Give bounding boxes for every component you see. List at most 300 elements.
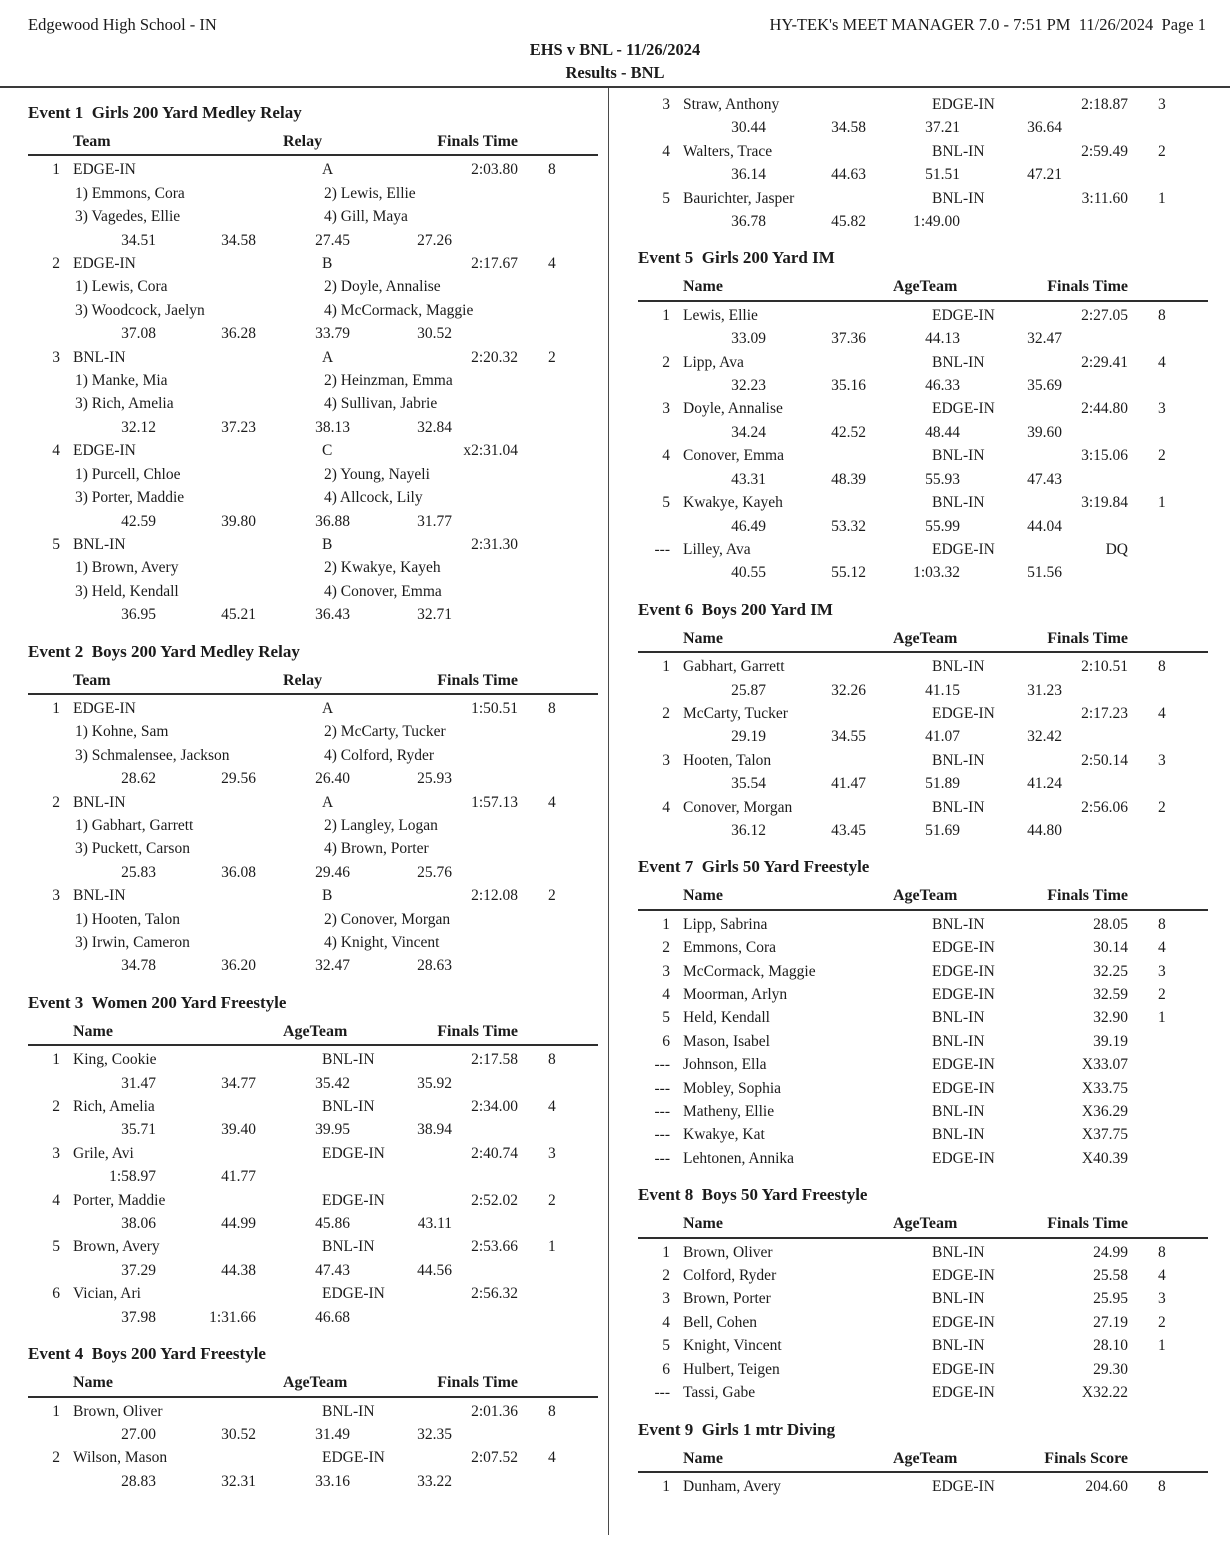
time-cell: 2:50.14 (1081, 751, 1128, 769)
split-cell: 1:31.66 (209, 1308, 256, 1326)
name-cell: Tassi, Gabe (683, 1384, 756, 1402)
split-cell: 43.31 (731, 470, 766, 488)
split-cell: 34.55 (831, 728, 866, 746)
result-row (638, 1053, 1208, 1076)
table-header (638, 1447, 1208, 1473)
relay-swimmers-row (28, 486, 598, 509)
swimmer-cell: 2) McCarty, Tucker (324, 723, 446, 741)
split-cell: 32.12 (121, 418, 156, 436)
splits-row (638, 116, 1208, 139)
split-cell: 32.42 (1027, 728, 1062, 746)
split-cell: 35.71 (121, 1121, 156, 1139)
split-cell: 28.83 (121, 1472, 156, 1490)
relay-swimmers-row (28, 908, 598, 931)
relay-swimmers-row (28, 463, 598, 486)
time-cell: X33.07 (1081, 1056, 1128, 1074)
column-header-name: Team (73, 671, 111, 689)
split-cell: 43.11 (417, 1215, 452, 1233)
time-cell: 2:53.66 (471, 1238, 518, 1256)
split-cell: 41.77 (221, 1168, 256, 1186)
place-cell: 5 (52, 1238, 60, 1256)
points-cell: 8 (1158, 915, 1166, 933)
time-cell: 32.90 (1093, 1009, 1128, 1027)
event-title: Event 5 Girls 200 Yard IM (638, 248, 835, 268)
split-cell: 46.33 (925, 377, 960, 395)
result-row (638, 655, 1208, 678)
name-cell: Conover, Morgan (683, 798, 793, 816)
event-title: Event 6 Boys 200 Yard IM (638, 599, 833, 619)
result-row (638, 1123, 1208, 1146)
split-cell: 36.20 (221, 957, 256, 975)
place-cell: 5 (662, 1009, 670, 1027)
header-spacer (1128, 275, 1208, 298)
place-cell: 3 (662, 1290, 670, 1308)
place-cell: 6 (52, 1285, 60, 1303)
place-cell: 2 (52, 255, 60, 273)
event-title: Event 8 Boys 50 Yard Freestyle (638, 1185, 868, 1205)
time-cell: 25.95 (1093, 1290, 1128, 1308)
time-cell: 2:31.30 (471, 535, 518, 553)
split-cell: 34.58 (221, 231, 256, 249)
team-cell: B (322, 535, 333, 553)
split-cell: 33.09 (731, 330, 766, 348)
points-cell (1128, 1030, 1208, 1053)
result-row (638, 93, 1208, 116)
name-cell: Doyle, Annalise (683, 400, 783, 418)
split-cell: 38.13 (315, 418, 350, 436)
points-cell: 4 (1158, 1267, 1166, 1285)
place-cell: --- (654, 1103, 670, 1121)
column-header-team: AgeTeam (893, 278, 958, 296)
name-cell: Porter, Maddie (73, 1191, 166, 1209)
event-title: Event 3 Women 200 Yard Freestyle (28, 992, 287, 1012)
column-header-team: AgeTeam (283, 1022, 348, 1040)
name-cell: Hooten, Talon (683, 751, 772, 769)
name-cell: Dunham, Avery (683, 1477, 781, 1495)
split-cell: 51.51 (925, 166, 960, 184)
points-cell: 3 (1158, 96, 1166, 113)
split-cell: 35.42 (315, 1074, 350, 1092)
result-row (638, 1358, 1208, 1381)
points-cell (1128, 1053, 1208, 1076)
splits-row (638, 515, 1208, 538)
split-cell: 39.60 (1027, 423, 1062, 441)
time-cell: X33.75 (1081, 1079, 1128, 1097)
column-left (28, 88, 598, 1535)
result-row (638, 1241, 1208, 1264)
result-row (638, 983, 1208, 1006)
split-cell: 43.45 (831, 821, 866, 839)
place-cell: 2 (662, 353, 670, 371)
name-cell: BNL-IN (73, 535, 126, 553)
result-row (638, 936, 1208, 959)
column-header-name: Name (683, 1449, 723, 1467)
name-cell: Held, Kendall (683, 1009, 770, 1027)
report-info: HY-TEK's MEET MANAGER 7.0 - 7:51 PM 11/26/2024 Page 1 (769, 15, 1206, 34)
name-cell: EDGE-IN (73, 255, 136, 273)
time-cell: x2:31.04 (463, 442, 518, 460)
split-cell: 47.21 (1027, 166, 1062, 184)
result-row (638, 1077, 1208, 1100)
time-cell: 2:17.23 (1081, 704, 1128, 722)
column-header-name: Name (683, 278, 723, 296)
team-cell: A (322, 699, 334, 717)
time-cell: 30.14 (1093, 939, 1128, 957)
points-cell: 4 (1158, 353, 1166, 371)
result-row (28, 1446, 598, 1469)
split-cell: 37.23 (221, 418, 256, 436)
column-header-time: Finals Time (437, 1374, 518, 1392)
splits-row (638, 163, 1208, 186)
result-row (638, 1030, 1208, 1053)
column-header-name: Name (683, 1215, 723, 1233)
header-spacer (1128, 1212, 1208, 1235)
points-cell: 1 (1158, 1009, 1166, 1027)
time-cell: 25.58 (1093, 1267, 1128, 1285)
team-cell: BNL-IN (322, 1098, 375, 1116)
place-cell: 2 (662, 1267, 670, 1285)
result-row (638, 1311, 1208, 1334)
splits-row (28, 603, 598, 626)
swimmer-cell: 3) Irwin, Cameron (75, 934, 190, 951)
points-cell: 2 (548, 348, 556, 366)
split-cell: 37.36 (831, 330, 866, 348)
column-header-team: AgeTeam (893, 1215, 958, 1233)
split-cell: 45.82 (831, 213, 866, 231)
swimmer-cell: 2) Conover, Morgan (324, 910, 451, 928)
split-cell: 36.88 (315, 512, 350, 530)
split-cell: 27.00 (121, 1425, 156, 1443)
event-block (638, 1419, 1208, 1499)
points-cell: 8 (548, 161, 556, 179)
place-cell: 4 (662, 447, 670, 465)
split-cell: 44.63 (831, 166, 866, 184)
header-spacer (518, 1020, 598, 1043)
swimmer-cell: 3) Woodcock, Jaelyn (75, 301, 205, 319)
split-cell: 36.95 (121, 606, 156, 624)
result-row (638, 1264, 1208, 1287)
team-cell: EDGE-IN (932, 939, 995, 957)
time-cell: 2:40.74 (471, 1144, 518, 1162)
splits-row (28, 1165, 598, 1188)
team-cell: EDGE-IN (932, 1477, 995, 1495)
split-cell: 32.23 (731, 377, 766, 395)
split-cell: 31.77 (417, 512, 452, 530)
name-cell: BNL-IN (73, 793, 126, 811)
points-cell: 3 (1158, 400, 1166, 418)
split-cell: 25.93 (417, 770, 452, 788)
place-cell: 4 (662, 142, 670, 160)
relay-swimmers-row (28, 205, 598, 228)
swimmer-cell: 1) Hooten, Talon (75, 910, 180, 928)
split-cell: 28.63 (417, 957, 452, 975)
place-cell: 4 (662, 798, 670, 816)
page-header (0, 0, 1230, 35)
splits-row (638, 725, 1208, 748)
relay-swimmers-row (28, 931, 598, 954)
split-cell: 41.15 (925, 681, 960, 699)
name-cell: Mobley, Sophia (683, 1079, 782, 1097)
header-spacer (1128, 884, 1208, 907)
swimmer-cell: 1) Kohne, Sam (75, 723, 169, 741)
split-cell: 28.62 (121, 770, 156, 788)
place-cell: 3 (52, 1144, 60, 1162)
name-cell: Moorman, Arlyn (683, 986, 788, 1003)
event-title: Event 1 Girls 200 Yard Medley Relay (28, 103, 302, 122)
result-row (28, 252, 598, 275)
result-row (638, 1334, 1208, 1357)
split-cell: 1:03.32 (913, 564, 960, 582)
result-row (638, 702, 1208, 725)
split-cell: 30.44 (731, 119, 766, 137)
name-cell: Straw, Anthony (683, 96, 780, 113)
split-cell: 1:49.00 (913, 213, 960, 231)
splits-row (638, 327, 1208, 350)
time-cell: 2:56.06 (1081, 798, 1128, 816)
splits-row (28, 1259, 598, 1282)
splits-row (28, 1072, 598, 1095)
split-cell: 27.45 (315, 231, 350, 249)
name-cell: BNL-IN (73, 887, 126, 905)
split-cell: 26.40 (315, 770, 350, 788)
team-cell: EDGE-IN (932, 986, 995, 1003)
time-cell: X37.75 (1081, 1126, 1128, 1144)
header-spacer (518, 669, 598, 692)
splits-row (638, 679, 1208, 702)
result-row (638, 1006, 1208, 1029)
split-cell: 48.44 (925, 423, 960, 441)
points-cell: 4 (548, 255, 556, 273)
team-cell: EDGE-IN (322, 1144, 385, 1162)
team-cell: BNL-IN (932, 1126, 985, 1144)
name-cell: Lipp, Sabrina (683, 915, 768, 933)
split-cell: 42.59 (121, 512, 156, 530)
swimmer-cell: 2) Heinzman, Emma (324, 372, 453, 390)
result-row (638, 1381, 1208, 1404)
result-row (638, 1147, 1208, 1170)
name-cell: Hulbert, Teigen (683, 1360, 780, 1378)
time-cell: 2:17.58 (471, 1051, 518, 1069)
time-cell: 2:34.00 (471, 1098, 518, 1116)
column-right (638, 88, 1208, 1535)
points-cell: 8 (548, 1402, 556, 1420)
result-row (28, 1282, 598, 1305)
event-block (638, 856, 1208, 1170)
split-cell: 38.94 (417, 1121, 452, 1139)
column-header-name: Name (683, 887, 723, 905)
column-header-team: AgeTeam (893, 1449, 958, 1467)
place-cell: 1 (52, 699, 60, 717)
team-cell: BNL-IN (932, 1337, 985, 1355)
name-cell: EDGE-IN (73, 161, 136, 179)
time-cell: 29.30 (1093, 1360, 1128, 1378)
column-header-team: Relay (283, 133, 323, 150)
split-cell: 41.24 (1027, 775, 1062, 793)
name-cell: Matheny, Ellie (683, 1103, 775, 1121)
table-header (28, 669, 598, 695)
splits-row (28, 1470, 598, 1493)
team-cell: BNL-IN (322, 1051, 375, 1069)
result-row (28, 346, 598, 369)
name-cell: McCarty, Tucker (683, 704, 788, 722)
result-row (28, 533, 598, 556)
team-cell: EDGE-IN (932, 1267, 995, 1285)
time-cell: 1:57.13 (471, 793, 518, 811)
swimmer-cell: 1) Emmons, Cora (75, 184, 185, 202)
column-header-time: Finals Time (1047, 629, 1128, 647)
split-cell: 35.69 (1027, 377, 1062, 395)
result-row (28, 1189, 598, 1212)
split-cell: 45.86 (315, 1215, 350, 1233)
points-cell: 2 (1158, 447, 1166, 465)
time-cell: 2:44.80 (1081, 400, 1128, 418)
result-row (638, 187, 1208, 210)
table-header (28, 1020, 598, 1046)
place-cell: 6 (662, 1360, 670, 1378)
place-cell: 3 (52, 887, 60, 905)
relay-swimmers-row (28, 275, 598, 298)
result-row (28, 1048, 598, 1071)
header-spacer (28, 130, 73, 153)
split-cell: 33.79 (315, 325, 350, 343)
results-label: Results - BNL (565, 63, 665, 82)
header-spacer (518, 1371, 598, 1394)
swimmer-cell: 2) Young, Nayeli (324, 465, 430, 483)
header-spacer (1128, 627, 1208, 650)
swimmer-cell: 2) Doyle, Annalise (324, 278, 441, 296)
header-spacer (638, 884, 683, 907)
time-cell: 32.25 (1093, 962, 1128, 980)
split-cell: 36.08 (221, 863, 256, 881)
header-spacer (28, 1020, 73, 1043)
split-cell: 30.52 (417, 325, 452, 343)
column-header-time: Finals Time (1047, 887, 1128, 905)
column-header-team: AgeTeam (893, 887, 958, 905)
team-cell: BNL-IN (932, 1290, 985, 1308)
place-cell: 4 (662, 1313, 670, 1331)
header-spacer (1128, 1447, 1208, 1470)
split-cell: 39.40 (221, 1121, 256, 1139)
place-cell: 2 (52, 1098, 60, 1116)
team-cell: EDGE-IN (932, 1149, 995, 1167)
split-cell: 55.93 (925, 470, 960, 488)
table-header (638, 1212, 1208, 1238)
result-row (638, 1100, 1208, 1123)
header-spacer (638, 627, 683, 650)
points-cell: 3 (1158, 751, 1166, 769)
event-block (638, 599, 1208, 843)
name-cell: Colford, Ryder (683, 1267, 777, 1285)
points-cell: 3 (1158, 962, 1166, 980)
team-cell: BNL-IN (932, 1103, 985, 1121)
split-cell: 34.24 (731, 423, 766, 441)
splits-row (28, 229, 598, 252)
splits-row (638, 819, 1208, 842)
relay-swimmers-row (28, 720, 598, 743)
time-cell: 2:07.52 (471, 1449, 518, 1467)
points-cell: 4 (548, 793, 556, 811)
split-cell: 44.56 (417, 1261, 452, 1279)
time-cell: 24.99 (1093, 1243, 1128, 1261)
name-cell: Knight, Vincent (683, 1337, 782, 1355)
split-cell: 40.55 (731, 564, 766, 582)
result-row (638, 140, 1208, 163)
time-cell: 39.19 (1093, 1032, 1128, 1050)
event-block (638, 1184, 1208, 1404)
team-cell: BNL-IN (322, 1402, 375, 1420)
points-cell: 2 (548, 1191, 556, 1209)
time-cell: 3:11.60 (1081, 189, 1128, 207)
split-cell: 46.68 (315, 1308, 350, 1326)
swimmer-cell: 2) Lewis, Ellie (324, 184, 416, 202)
place-cell: 5 (662, 494, 670, 512)
result-row (638, 1475, 1208, 1498)
name-cell: Lehtonen, Annika (683, 1149, 795, 1167)
place-cell: 2 (52, 1449, 60, 1467)
place-cell: 3 (662, 96, 670, 113)
result-row (638, 351, 1208, 374)
result-row (28, 791, 598, 814)
team-cell: BNL-IN (932, 494, 985, 512)
time-cell: 2:27.05 (1081, 306, 1128, 324)
name-cell: Grile, Avi (73, 1144, 134, 1162)
split-cell: 25.83 (121, 863, 156, 881)
swimmer-cell: 3) Puckett, Carson (75, 840, 190, 858)
splits-row (638, 561, 1208, 584)
header-spacer (638, 1212, 683, 1235)
splits-row (638, 421, 1208, 444)
relay-swimmers-row (28, 299, 598, 322)
name-cell: EDGE-IN (73, 699, 136, 717)
place-cell: 5 (662, 189, 670, 207)
team-cell: EDGE-IN (322, 1191, 385, 1209)
result-row (638, 397, 1208, 420)
school-name: Edgewood High School - IN (28, 15, 217, 34)
name-cell: Lipp, Ava (683, 353, 744, 371)
points-cell: 2 (1158, 986, 1166, 1003)
place-cell: 2 (662, 939, 670, 957)
points-cell (1128, 1123, 1208, 1146)
split-cell: 36.28 (221, 325, 256, 343)
team-cell: BNL-IN (932, 142, 985, 160)
swimmer-cell: 2) Langley, Logan (324, 816, 438, 834)
team-cell: EDGE-IN (932, 96, 995, 113)
name-cell: Lilley, Ava (683, 540, 751, 558)
splits-row (28, 1423, 598, 1446)
place-cell: 1 (662, 658, 670, 676)
splits-row (28, 1118, 598, 1141)
points-cell (518, 533, 598, 556)
points-cell: 1 (548, 1238, 556, 1256)
place-cell: 2 (52, 793, 60, 811)
splits-row (28, 954, 598, 977)
team-cell: BNL-IN (932, 798, 985, 816)
split-cell: 36.64 (1027, 119, 1062, 137)
swimmer-cell: 1) Manke, Mia (75, 372, 168, 390)
points-cell: 3 (1158, 1290, 1166, 1308)
results-columns (0, 88, 1230, 1535)
split-cell: 51.69 (925, 821, 960, 839)
name-cell: EDGE-IN (73, 442, 136, 460)
team-cell: C (322, 442, 333, 460)
swimmer-cell: 2) Kwakye, Kayeh (324, 559, 441, 577)
place-cell: 6 (662, 1032, 670, 1050)
place-cell: 4 (52, 442, 60, 460)
time-cell: 3:19.84 (1081, 494, 1128, 512)
column-header-time: Finals Time (437, 1022, 518, 1040)
swimmer-cell: 3) Held, Kendall (75, 582, 179, 600)
event-title: Event 7 Girls 50 Yard Freestyle (638, 857, 870, 877)
